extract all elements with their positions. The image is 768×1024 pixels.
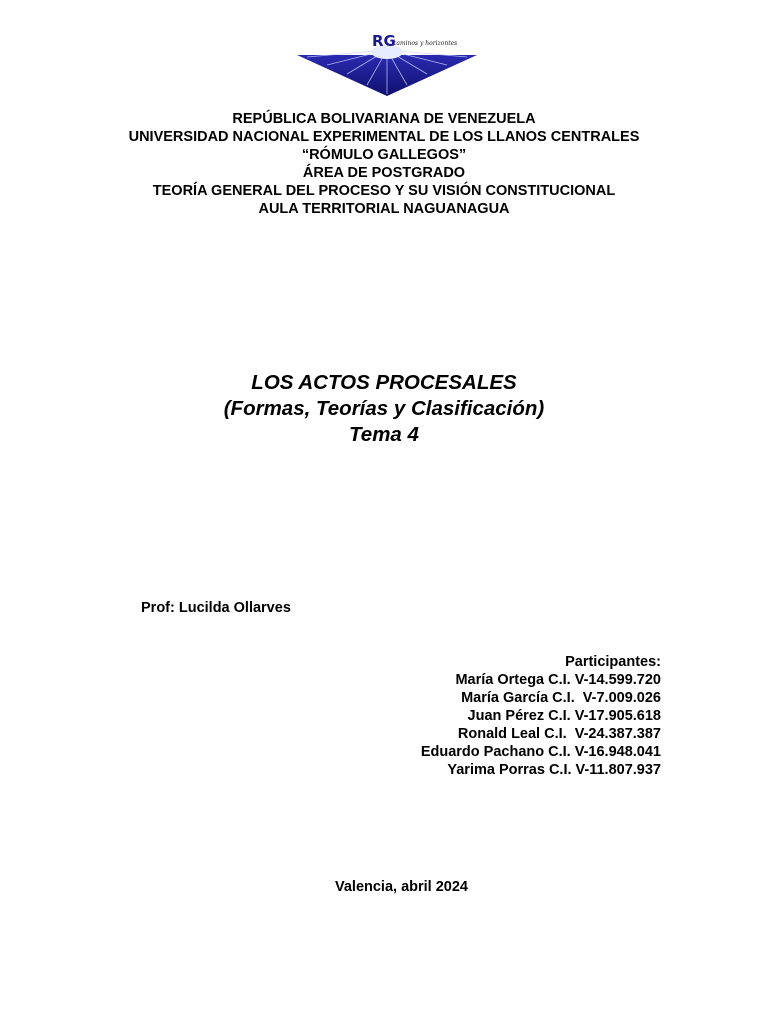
header-line-postgraduate: ÁREA DE POSTGRADO [302,165,466,181]
title-line-subtitle: (Formas, Teorías y Clasificación) [223,397,545,420]
participant-item: Ronald Leal C.I. V-24.387.387 [457,726,661,742]
participants-block [421,653,661,779]
place-and-date: Valencia, abril 2024 [334,879,468,895]
document-title [0,370,768,448]
title-line-topic: Tema 4 [349,423,419,446]
header-line-republic: REPÚBLICA BOLIVARIANA DE VENEZUELA [232,111,536,127]
participant-item: Juan Pérez C.I. V-17.905.618 [467,708,661,724]
institution-header [0,110,768,218]
professor-name: Prof: Lucilda Ollarves [141,600,291,616]
header-line-classroom: AULA TERRITORIAL NAGUANAGUA [258,201,510,217]
svg-text:RG: RG [372,32,396,50]
participants-heading: Participantes: [565,654,661,670]
rg-logo-icon [292,30,482,100]
participant-item: María Ortega C.I. V-14.599.720 [455,672,661,688]
header-line-university: UNIVERSIDAD NACIONAL EXPERIMENTAL DE LOS LLANOS CENTRALES [128,129,640,145]
university-logo [292,30,482,100]
participant-item: Eduardo Pachano C.I. V-16.948.041 [420,744,661,760]
participant-item: María García C.I. V-7.009.026 [461,690,661,706]
title-line-main: LOS ACTOS PROCESALES [251,371,517,394]
header-line-course: TEORÍA GENERAL DEL PROCESO Y SU VISIÓN CONSTITUCIONAL [152,183,616,199]
header-line-romulo-gallegos: “RÓMULO GALLEGOS” [301,147,467,163]
participant-item: Yarima Porras C.I. V-11.807.937 [447,762,661,778]
svg-text:caminos y horizontes: caminos y horizontes [393,40,458,47]
